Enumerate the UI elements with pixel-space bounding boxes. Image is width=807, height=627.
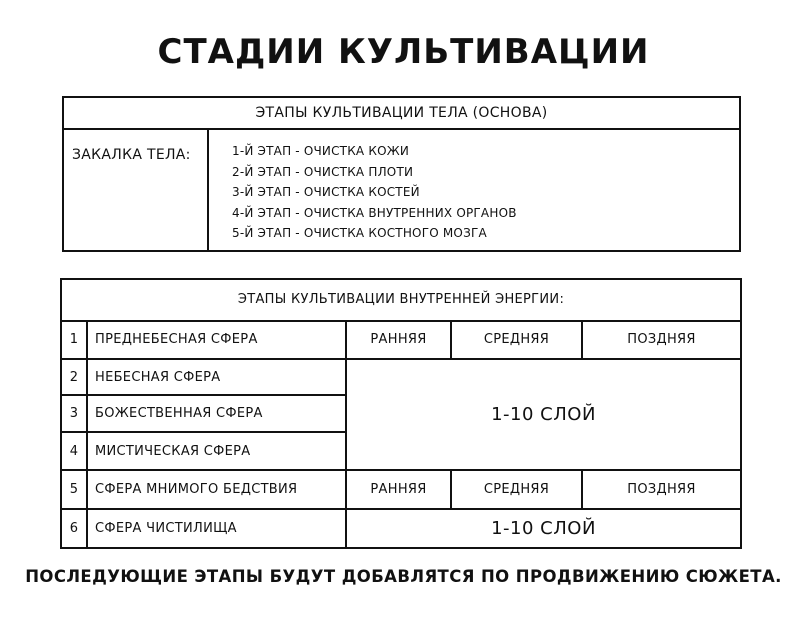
sphere-name: МИСТИЧЕСКАЯ СФЕРА [95,443,251,459]
level-late: ПОЗДНЯЯ [627,482,696,497]
sphere-name: БОЖЕСТВЕННАЯ СФЕРА [95,406,263,421]
list-item: 2-Й ЭТАП - ОЧИСТКА ПЛОТИ [232,164,414,179]
row-number: 2 [69,369,79,385]
list-item: 5-Й ЭТАП - ОЧИСТКА КОСТНОГО МОЗГА [232,226,487,241]
level-middle: СРЕДНЯЯ [483,482,550,497]
level-early: РАННЯЯ [370,482,427,497]
list-item: 4-Й ЭТАП - ОЧИСТКА ВНУТРЕННИХ ОРГАНОВ [232,205,517,220]
sphere-name: НЕБЕСНАЯ СФЕРА [95,369,221,385]
level-middle: СРЕДНЯЯ [483,331,550,347]
energy-cultivation-header: ЭТАПЫ КУЛЬТИВАЦИИ ВНУТРЕННЕЙ ЭНЕРГИИ: [62,280,740,322]
level-late: ПОЗДНЯЯ [627,331,696,347]
footer-note: ПОСЛЕДУЮЩИЕ ЭТАПЫ БУДУТ ДОБАВЛЯТСЯ ПО ПРОДВИЖЕНИЮ СЮЖЕТА. [25,567,782,586]
body-tempering-label: ЗАКАЛКА ТЕЛА: [64,130,209,250]
body-stage-list [232,141,517,244]
list-item: 1-Й ЭТАП - ОЧИСТКА КОЖИ [232,144,410,158]
row-number: 1 [69,331,79,347]
body-cultivation-table [62,96,741,252]
row-number: 4 [69,443,79,459]
sphere-name: СФЕРА ЧИСТИЛИЩА [95,521,237,536]
row-number: 6 [69,521,79,536]
row-number: 5 [69,482,79,497]
energy-cultivation-table [60,278,742,549]
sphere-name: ПРЕДНЕБЕСНАЯ СФЕРА [95,331,258,347]
page-title: СТАДИИ КУЛЬТИВАЦИИ [157,32,650,72]
layers-merged-cell: 1-10 СЛОЙ [491,404,596,425]
layers-cell: 1-10 СЛОЙ [491,518,596,539]
sphere-name: СФЕРА МНИМОГО БЕДСТВИЯ [95,482,298,497]
list-item: 3-Й ЭТАП - ОЧИСТКА КОСТЕЙ [232,185,420,200]
row-number: 3 [69,406,79,421]
body-cultivation-header: ЭТАПЫ КУЛЬТИВАЦИИ ТЕЛА (ОСНОВА) [64,98,739,130]
level-early: РАННЯЯ [370,331,427,347]
